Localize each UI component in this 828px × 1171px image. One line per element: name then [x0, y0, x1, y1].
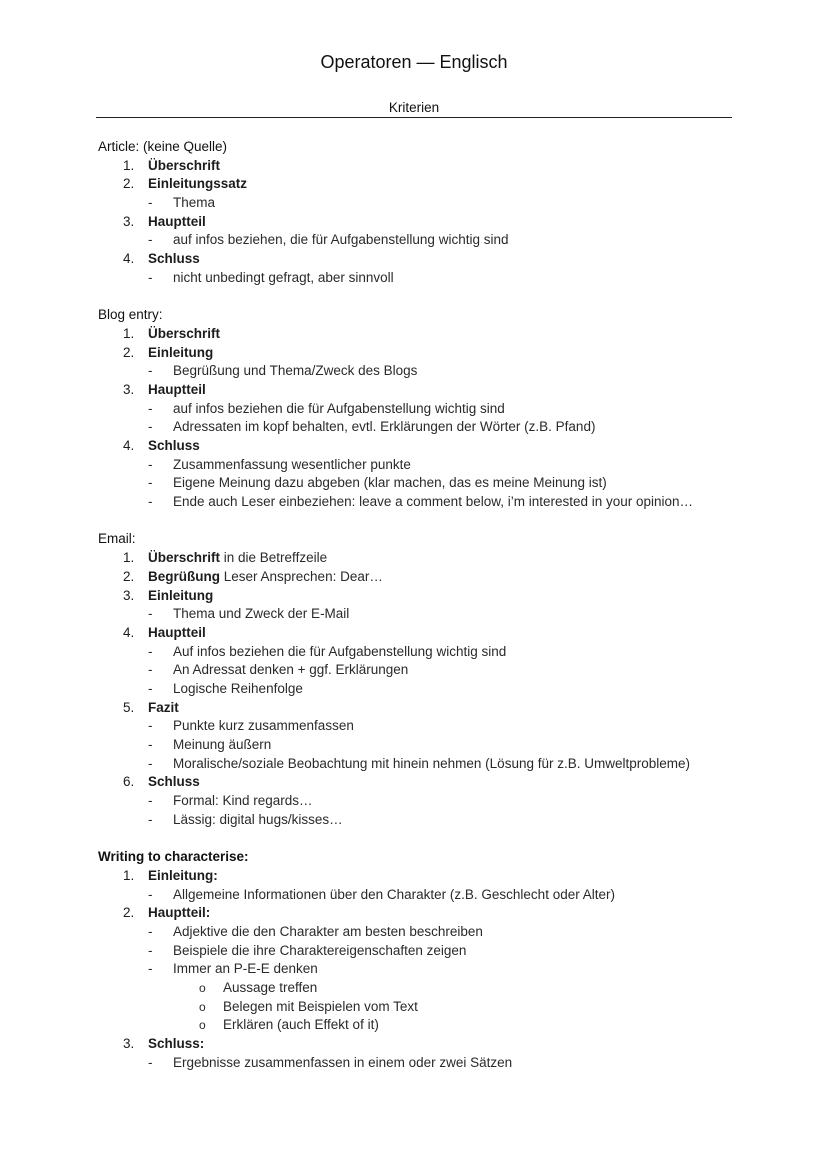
sub-item: [98, 456, 738, 475]
list-item: [98, 568, 738, 587]
item-number: 4.: [123, 624, 135, 640]
dash-bullet: -: [148, 419, 153, 435]
sub-item-text: Thema: [173, 195, 216, 211]
dash-bullet: -: [148, 643, 153, 659]
list-item: [98, 904, 738, 923]
sub-item: [98, 942, 738, 961]
item-number: 6.: [123, 774, 135, 790]
section: [98, 530, 738, 829]
nested-sub-item-text: Belegen mit Beispielen vom Text: [223, 998, 418, 1014]
dash-bullet: -: [148, 755, 153, 771]
item-label: Einleitung:: [148, 867, 218, 883]
sub-item-text: Logische Reihenfolge: [173, 680, 303, 696]
sub-item: [98, 643, 738, 662]
sub-item-text: Ergebnisse zusammenfassen in einem oder zwei Sätzen: [173, 1054, 513, 1070]
item-label: Fazit: [148, 699, 179, 715]
item-number: 2.: [123, 905, 135, 921]
dash-bullet: -: [148, 475, 153, 491]
sub-item: [98, 418, 738, 437]
item-number: 3.: [123, 587, 135, 603]
sub-item-text: Moralische/soziale Beobachtung mit hinein nehmen (Lösung für z.B. Umweltprobleme): [173, 755, 691, 771]
dash-bullet: -: [148, 961, 153, 977]
list-item: [98, 587, 738, 606]
sub-item: [98, 717, 738, 736]
sub-item: [98, 661, 738, 680]
circle-bullet: o: [199, 1018, 206, 1033]
dash-bullet: -: [148, 793, 153, 809]
sub-item: [98, 493, 738, 512]
item-number: 5.: [123, 699, 135, 715]
sub-item-text: Beispiele die ihre Charaktereigenschaften zeigen: [173, 942, 467, 958]
dash-bullet: -: [148, 811, 153, 827]
list-item: [98, 344, 738, 363]
item-label: Einleitungssatz: [148, 176, 248, 192]
sub-item-text: Immer an P-E-E denken: [173, 961, 318, 977]
section-heading: Email:: [98, 531, 136, 547]
list-item: [98, 213, 738, 232]
item-label: Einleitung: [148, 344, 214, 360]
circle-bullet: o: [199, 980, 206, 995]
nested-sub-item-text: Aussage treffen: [223, 979, 318, 995]
section: [98, 306, 738, 512]
sub-item-text: Adressaten im kopf behalten, evtl. Erklärungen der Wörter (z.B. Pfand): [173, 419, 596, 435]
list-item: [98, 325, 738, 344]
item-number: 2.: [123, 176, 135, 192]
dash-bullet: -: [148, 1054, 153, 1070]
dash-bullet: -: [148, 680, 153, 696]
list-item: [98, 549, 738, 568]
sub-item: [98, 362, 738, 381]
circle-bullet: o: [199, 999, 206, 1014]
sub-item: [98, 736, 738, 755]
item-label: Überschrift: [148, 325, 221, 341]
sub-item: [98, 269, 738, 288]
dash-bullet: -: [148, 494, 153, 510]
sub-item: [98, 755, 738, 774]
item-number: 4.: [123, 251, 135, 267]
sub-item-text: Auf infos beziehen die für Aufgabenstellung wichtig sind: [173, 643, 507, 659]
item-label: Überschrift: [148, 157, 221, 173]
list-item: [98, 437, 738, 456]
item-label: Schluss: [148, 438, 200, 453]
dash-bullet: -: [148, 886, 153, 902]
sub-item-text: Zusammenfassung wesentlicher punkte: [173, 456, 411, 472]
sub-item: [98, 474, 738, 493]
list-item: [98, 381, 738, 400]
dash-bullet: -: [148, 718, 153, 734]
section-heading: Article: (keine Quelle): [98, 139, 228, 154]
sub-item: [98, 605, 738, 624]
list-item: [98, 699, 738, 718]
dash-bullet: -: [148, 195, 153, 211]
section-heading: Blog entry:: [98, 307, 163, 323]
dash-bullet: -: [148, 400, 153, 416]
list-item: [98, 1035, 738, 1054]
sub-item-text: nicht unbedingt gefragt, aber sinnvoll: [173, 269, 394, 285]
item-number: 3.: [123, 381, 135, 397]
dash-bullet: -: [148, 942, 153, 958]
sub-item: [98, 923, 738, 942]
nested-sub-item-text: Erklären (auch Effekt of it): [223, 1017, 379, 1033]
item-number: 1.: [123, 325, 135, 341]
document-title: Operatoren — Englisch: [320, 52, 508, 72]
sub-item-text: Ende auch Leser einbeziehen: leave a comment below, i’m interested in your opinion…: [173, 494, 694, 510]
item-label: Begrüßung: [148, 568, 220, 584]
sub-item: [98, 1054, 738, 1073]
sub-item: [98, 231, 738, 250]
sub-item-text: Allgemeine Informationen über den Charakter (z.B. Geschlecht oder Alter): [173, 886, 615, 902]
dash-bullet: -: [148, 363, 153, 379]
dash-bullet: -: [148, 737, 153, 752]
item-number: 2.: [123, 568, 135, 584]
sub-item-text: Meinung äußern: [173, 737, 272, 752]
header-divider: [96, 117, 732, 118]
item-label: Schluss: [148, 774, 200, 790]
item-label: Einleitung: [148, 587, 214, 603]
sub-item-text: Adjektive die den Charakter am besten beschreiben: [173, 923, 483, 939]
nested-sub-item: [98, 998, 738, 1017]
item-detail: in die Betreffzeile: [220, 550, 328, 566]
item-number: 1.: [123, 157, 135, 173]
sub-item: [98, 400, 738, 419]
item-number: 4.: [123, 438, 135, 453]
dash-bullet: -: [148, 662, 153, 678]
sub-item-text: An Adressat denken + ggf. Erklärungen: [173, 662, 409, 678]
nested-sub-item: [98, 979, 738, 998]
item-detail: Leser Ansprechen: Dear…: [220, 568, 383, 584]
dash-bullet: -: [148, 232, 153, 248]
document-content: [98, 138, 738, 1091]
item-number: 3.: [123, 1036, 135, 1051]
sub-item: [98, 792, 738, 811]
sub-item-text: Thema und Zweck der E-Mail: [173, 606, 350, 622]
section-heading: Writing to characterise:: [98, 849, 249, 865]
item-number: 3.: [123, 213, 135, 229]
sub-item-text: Formal: Kind regards…: [173, 793, 313, 809]
dash-bullet: -: [148, 456, 153, 472]
sub-item: [98, 194, 738, 213]
list-item: [98, 867, 738, 886]
dash-bullet: -: [148, 269, 153, 285]
list-item: [98, 175, 738, 194]
item-label: Überschrift: [148, 550, 221, 566]
nested-sub-item: [98, 1016, 738, 1035]
sub-item: [98, 960, 738, 979]
list-item: [98, 624, 738, 643]
item-label: Schluss:: [148, 1036, 205, 1051]
list-item: [98, 250, 738, 269]
item-label: Hauptteil: [148, 624, 206, 640]
list-item: [98, 157, 738, 176]
item-label: Hauptteil: [148, 381, 206, 397]
sub-item: [98, 886, 738, 905]
document-subtitle: Kriterien: [388, 100, 440, 115]
sub-item-text: Begrüßung und Thema/Zweck des Blogs: [173, 363, 418, 379]
sub-item-text: Lässig: digital hugs/kisses…: [173, 811, 343, 827]
sub-item-text: Eigene Meinung dazu abgeben (klar machen, das es meine Meinung ist): [173, 475, 607, 491]
item-label: Hauptteil: [148, 213, 206, 229]
sub-item-text: auf infos beziehen die für Aufgabenstellung wichtig sind: [173, 400, 505, 416]
sub-item-text: auf infos beziehen, die für Aufgabenstellung wichtig sind: [173, 232, 509, 248]
list-item: [98, 773, 738, 792]
section: [98, 138, 738, 288]
dash-bullet: -: [148, 923, 153, 939]
section: [98, 848, 738, 1072]
sub-item-text: Punkte kurz zusammenfassen: [173, 718, 354, 734]
sub-item: [98, 680, 738, 699]
dash-bullet: -: [148, 606, 153, 622]
item-number: 1.: [123, 867, 135, 883]
item-number: 2.: [123, 344, 135, 360]
item-label: Hauptteil:: [148, 905, 211, 921]
item-label: Schluss: [148, 251, 200, 267]
item-number: 1.: [123, 550, 135, 566]
sub-item: [98, 811, 738, 830]
